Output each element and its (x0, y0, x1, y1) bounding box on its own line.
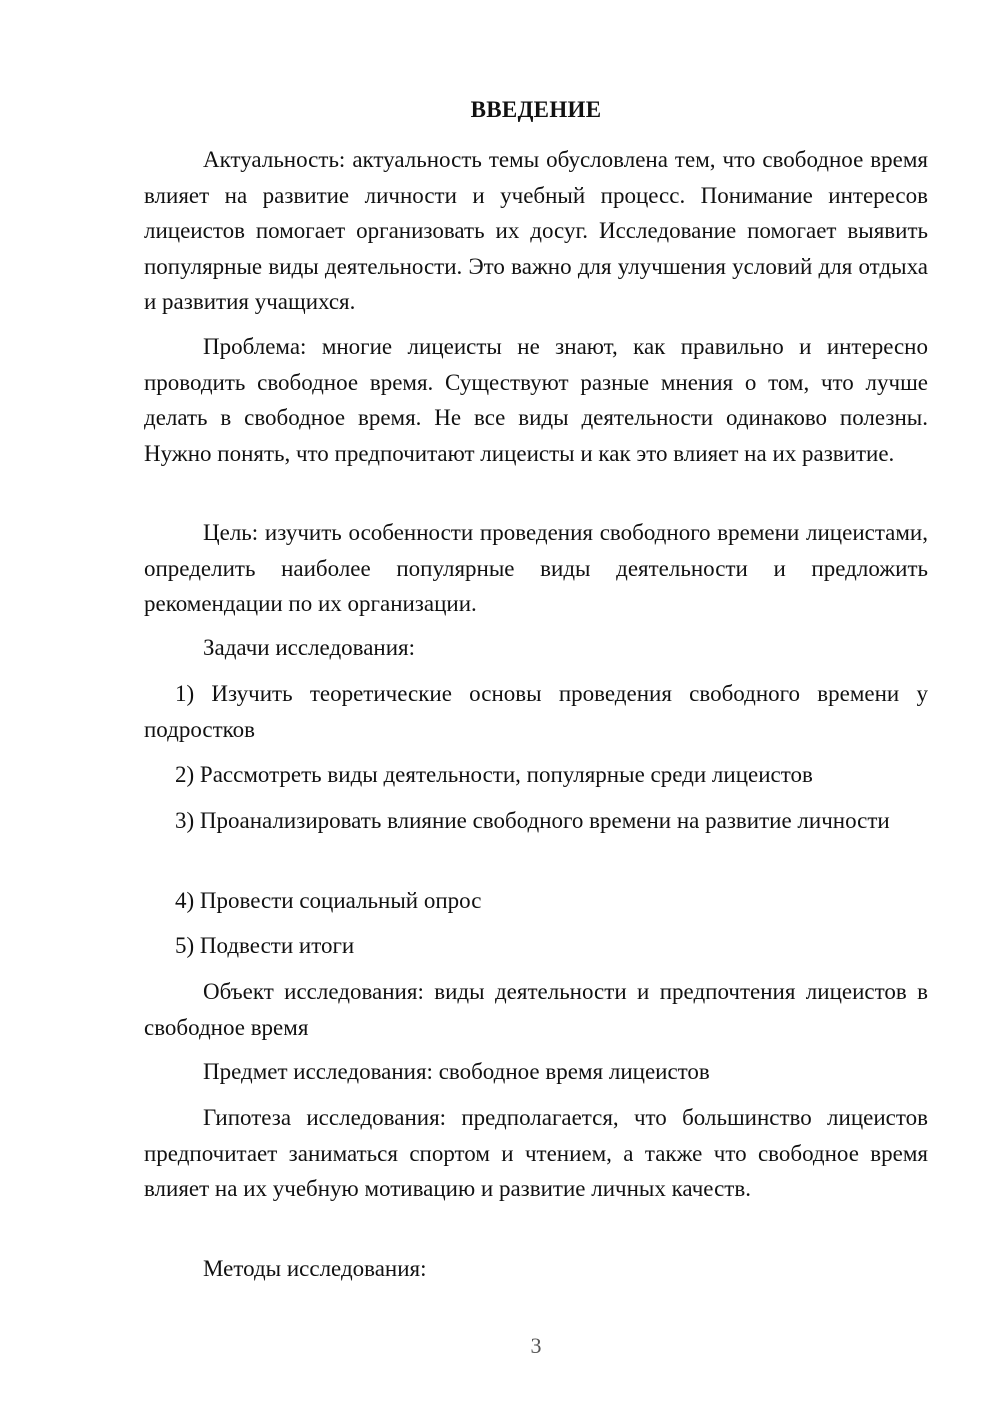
task-item-1: 1) Изучить теоретические основы проведения свободного времени у подростков (144, 681, 928, 742)
task-item-3: 3) Проанализировать влияние свободного времени на развитие личности (175, 808, 890, 833)
task-item-2: 2) Рассмотреть виды деятельности, популярные среди лицеистов (175, 762, 813, 787)
methods-title: Методы исследования: (203, 1256, 427, 1281)
relevance-paragraph: Актуальность: актуальность темы обусловлена тем, что свободное время влияет на развитие личности и учебный процесс. Понимание интересов лицеистов помогает организовать их досуг. Исследование помогает выявить популярные виды деятельности. Это важно для улучшения условий для отдыха и развития учащихся. (144, 147, 928, 314)
task-item-5: 5) Подвести итоги (175, 933, 355, 958)
object-paragraph: Объект исследования: виды деятельности и предпочтения лицеистов в свободное время (144, 979, 928, 1040)
problem-paragraph: Проблема: многие лицеисты не знают, как правильно и интересно проводить свободное время. Существуют разные мнения о том, что лучше делать в свободное время. Не все виды деятельности одинаково полезны. Нужно понять, что предпочитают лицеисты и как это влияет на их развитие. (144, 334, 928, 466)
page-number: 3 (530, 1333, 542, 1358)
hypothesis-paragraph: Гипотеза исследования: предполагается, что большинство лицеистов предпочитает заниматься спортом и чтением, а также что свободное время влияет на их учебную мотивацию и развитие личных качеств. (144, 1105, 928, 1201)
page-title: ВВЕДЕНИЕ (470, 97, 602, 122)
subject-paragraph: Предмет исследования: свободное время лицеистов (203, 1059, 710, 1084)
tasks-title: Задачи исследования: (203, 635, 416, 660)
task-item-4: 4) Провести социальный опрос (175, 888, 482, 913)
goal-paragraph: Цель: изучить особенности проведения свободного времени лицеистами, определить наиболее популярные виды деятельности и предложить рекомендации по их организации. (144, 520, 928, 616)
